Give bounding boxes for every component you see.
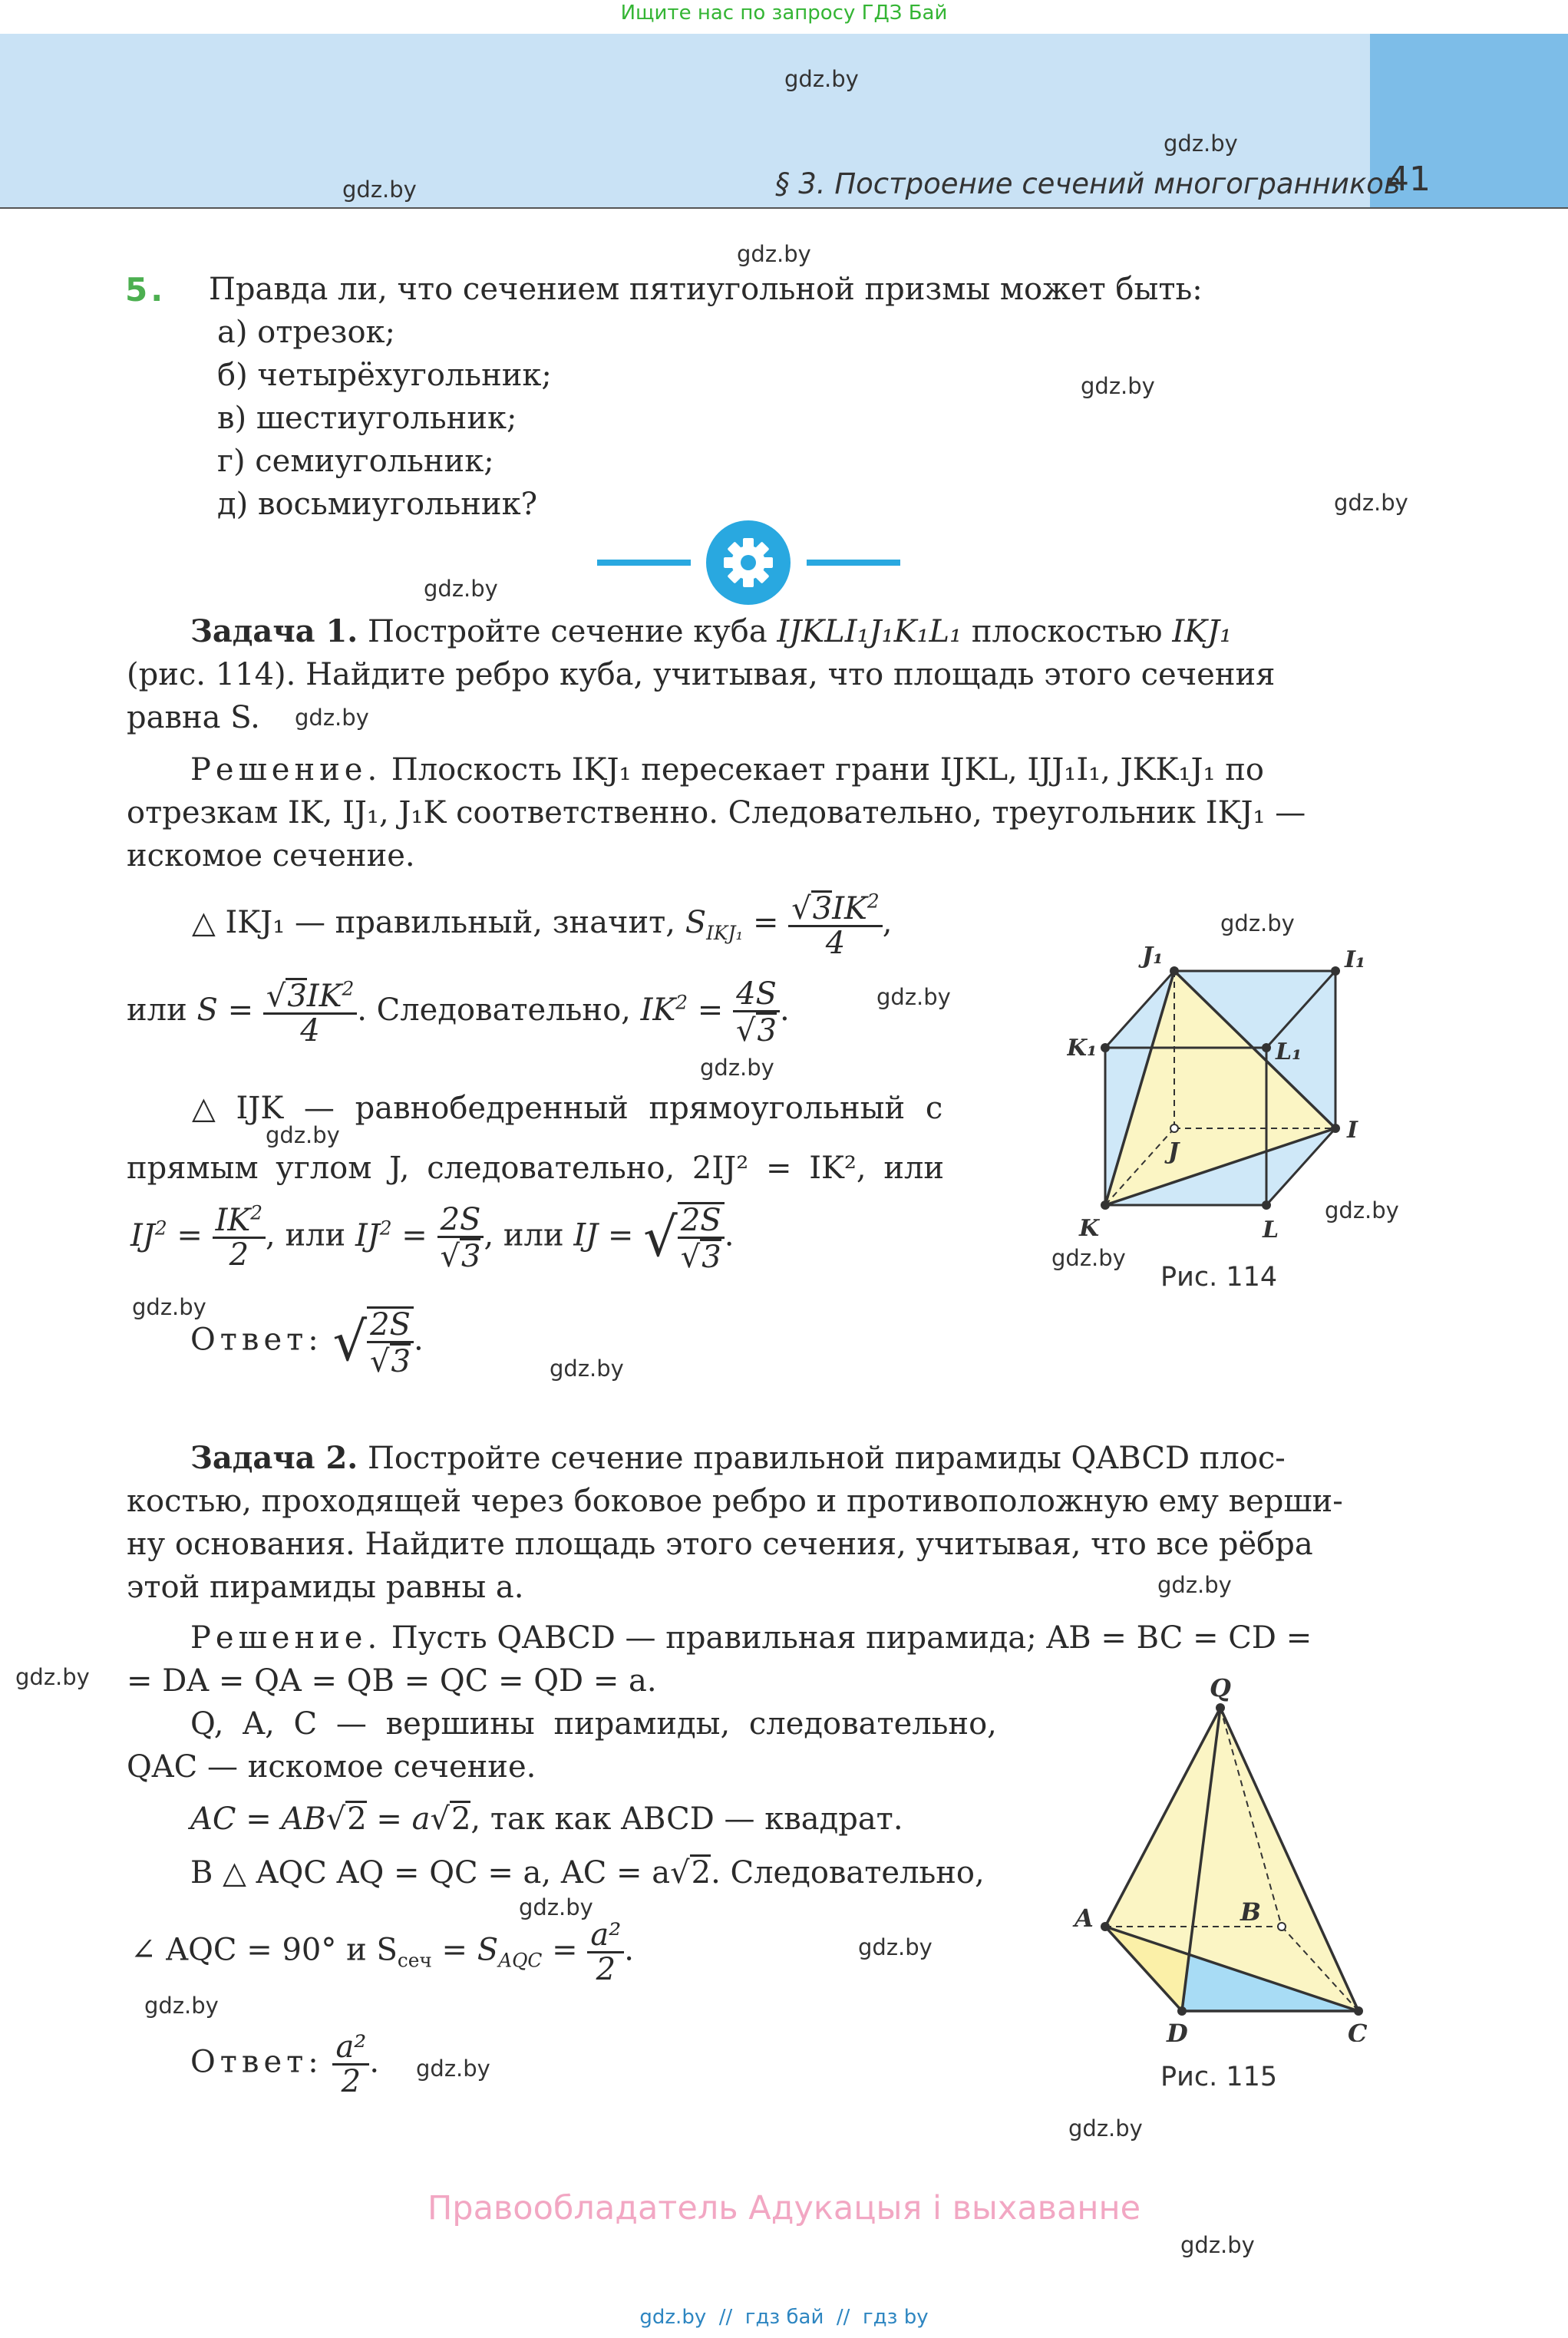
label-L: L [1263,1217,1279,1243]
watermark: gdz.by [424,576,498,602]
option-item: д) восьмиугольник? [217,487,538,522]
denominator: 2 [596,1952,616,1987]
watermark: gdz.by [15,1664,90,1690]
watermark: gdz.by [700,1055,774,1081]
angle-text: = S [441,1932,499,1968]
option-item: б) четырёхугольник; [217,358,552,393]
task2-label: Задача 2. [190,1440,358,1476]
solution-text: Плоскость IKJ₁ пересекает грани IJKL, IJJ₁I₁, JKK₁J₁ по [391,752,1264,788]
answer-label: Ответ: [190,1322,323,1358]
watermark: gdz.by [1157,1572,1232,1598]
watermark: gdz.by [144,1993,219,2019]
label-I: I [1347,1117,1358,1144]
answer1: Ответ: √ $\frac{2S}{√3}$ . [190,1307,424,1379]
label-J1: J₁ [1142,943,1164,969]
sqrt-value: 3 [701,1240,721,1275]
task2-line3: ну основания. Найдите площадь этого сечения, учитывая, что все рёбра [127,1527,1313,1562]
ac-text: , так как ABCD — квадрат. [470,1801,903,1837]
watermark: gdz.by [1334,490,1408,516]
label-K: K [1079,1215,1100,1242]
right-angle-line: прямым углом J, следовательно, 2IJ² = IK², или [127,1151,945,1186]
label-L1: L₁ [1276,1039,1302,1065]
label-D: D [1167,2019,1188,2042]
figure-115-pyramid [1067,1673,1389,2042]
sqrt-value: 3 [812,891,833,926]
sqrt-value: 3 [757,1013,777,1048]
figure-114-cube [1067,936,1428,1259]
section-title: § 3. Построение сечений многогранников [775,167,1401,200]
or-text: , или [266,1217,346,1253]
equation-row: △ IKJ₁ — правильный, значит, $S_{IKJ_1}$ = $\frac{√3IK^2}{4}$ , [192,890,893,961]
tri2-line: △ IJK — равнобедренный прямоугольный с [192,1091,943,1126]
aqc-text: В △ AQC AQ = QC = a, AC = a [190,1855,671,1891]
solution1-line3: искомое сечение. [127,838,415,873]
label-A: A [1074,1904,1094,1933]
watermark: gdz.by [1325,1197,1399,1223]
figure-114-caption: Рис. 114 [1160,1262,1278,1293]
task1-line3: равна S. [127,700,260,735]
solution2-line1 [190,1620,1312,1656]
solution1-line2: отрезкам IK, IJ₁, J₁K соответственно. Следовательно, треугольник IKJ₁ — [127,795,1306,831]
top-banner: Ищите нас по запросу ГДЗ Бай [620,2,948,25]
ac-equation: AC = AB√2 = a√2, так как ABCD — квадрат. [190,1801,903,1837]
watermark: gdz.by [550,1356,624,1382]
denominator: 4 [825,926,846,961]
ac-text: AC = AB [190,1801,326,1837]
task1-text: Постройте сечение куба [367,614,767,649]
label-C: C [1348,2019,1368,2042]
solution1-line1 [190,752,1264,788]
watermark: gdz.by [737,241,811,267]
gear-divider [597,520,900,605]
watermark: gdz.by [858,1934,933,1960]
numerator: 2S [678,1204,725,1239]
sqrt-value: 2 [691,1855,711,1891]
solution-label: Решение. [190,1620,382,1656]
numerator: a² [332,2031,369,2066]
answer-label: Ответ: [190,2044,323,2080]
numerator: 2S [437,1204,484,1238]
sqrt-value: 3 [391,1344,411,1379]
therefore-text: . Следовательно, [357,992,631,1028]
fraction [332,2031,369,2098]
label-B: B [1240,1897,1262,1927]
numerator: a² [587,1919,624,1953]
option-item: а) отрезок; [217,315,396,350]
solution2-line3: Q, A, C — вершины пирамиды, следовательно, [190,1706,997,1742]
ik: IK [832,891,867,926]
subscript: сеч [397,1949,432,1972]
watermark: gdz.by [1220,910,1295,936]
numerator: 2S [367,1309,414,1343]
task2-line2: костью, проходящей через боковое ребро и противоположную ему верши- [127,1484,1343,1519]
fraction: $\frac{2S}{√3}$ [367,1306,414,1378]
ac-text: = a [376,1801,431,1837]
label-J: J [1168,1138,1180,1165]
label-I1: I₁ [1345,946,1366,973]
footer-links[interactable]: gdz.by // гдз бай // гдз by [639,2306,929,2329]
watermark: gdz.by [1081,373,1155,399]
numerator: 4S [733,978,780,1012]
watermark: gdz.by [1164,130,1238,157]
task2-line1 [190,1440,1286,1476]
sqrt-value: 3 [287,979,307,1014]
watermark: gdz.by [266,1122,340,1148]
task1-line2: (рис. 114). Найдите ребро куба, учитывая, что площадь этого сечения [127,657,1276,692]
solution-text: Пусть QABCD — правильная пирамида; AB = BC = CD = [391,1620,1312,1656]
fraction: $\frac{2S}{√3}$ [678,1202,725,1273]
plane-name: IKJ₁ [1172,614,1233,649]
tri-text: △ IKJ₁ — правильный, значит, [192,905,675,940]
watermark: gdz.by [784,66,859,92]
watermark: gdz.by [876,984,951,1010]
denominator: 2 [341,2064,361,2099]
fraction: $\frac{4S}{√3}$ [733,978,780,1047]
or-text: или [127,992,187,1028]
watermark: gdz.by [519,1894,593,1920]
page-number: 41 [1388,160,1431,199]
denominator: 4 [300,1013,320,1048]
label-K1: K₁ [1067,1035,1098,1062]
option-item: в) шестиугольник; [217,401,517,436]
task1-label: Задача 1. [190,613,358,649]
fraction: $\frac{√3IK^2}{4}$ [788,890,882,959]
sqrt-value: 2 [347,1801,367,1837]
task2-text: Постройте сечение правильной пирамиды QABCD плос- [367,1441,1286,1476]
exercise-question: Правда ли, что сечением пятиугольной призмы может быть: [209,272,1203,307]
fraction: $\frac{2S}{√3}$ [437,1204,484,1273]
watermark: gdz.by [416,2056,490,2082]
aqc-text: . Следовательно, [711,1855,985,1891]
watermark: gdz.by [1068,2115,1143,2142]
answer2: Ответ: $\frac{\text{a²}}{2}$ . [190,2029,380,2099]
sqrt-value: 2 [451,1801,471,1837]
sqrt-value: 3 [461,1238,481,1274]
watermark: gdz.by [295,705,369,731]
or-text: , или [484,1217,564,1253]
fraction: $\frac{IK^2}{2}$ [213,1204,266,1271]
equation-row: или S = $\frac{√3IK^2}{4}$ . Следовательно, $IK^2$ = $\frac{4S}{√3}$ . [127,976,790,1048]
gear-icon [706,520,791,605]
cube-name: IJKLI₁J₁K₁L₁ [777,614,962,649]
watermark: gdz.by [342,177,417,203]
figure-115-caption: Рис. 115 [1160,2062,1278,2092]
aqc-equation: В △ AQC AQ = QC = a, AC = a√2. Следовательно, [190,1855,985,1891]
denominator: 2 [229,1237,249,1273]
ik: IK [215,1203,251,1238]
solution2-line2: = DA = QA = QB = QC = QD = a. [127,1663,657,1699]
watermark: gdz.by [1051,1245,1126,1271]
watermark: gdz.by [132,1294,206,1320]
fraction: $\frac{√3IK^2}{4}$ [263,978,357,1047]
subscript: IKJ₁ [706,922,744,944]
subscript: AQC [498,1949,543,1972]
option-item: г) семиугольник; [217,444,494,479]
label-Q: Q [1210,1673,1231,1702]
equation-row: $IJ^2$ = $\frac{IK^2}{2}$ , или $IJ^2$ = $\frac{2S}{√3}$ , или IJ = √ $\frac{2S}{√3}$ . [130,1201,734,1275]
fraction [587,1919,624,1986]
solution2-line4: QAC — искомое сечение. [127,1749,536,1785]
exercise-number: 5. [125,271,167,309]
task1-line1 [190,613,1233,649]
angle-text: ∠ AQC = 90° и S [130,1932,398,1968]
rights-holder: Правообладатель Адукацыя і выхаванне [427,2189,1141,2227]
task1-text: плоскостью [971,614,1163,649]
solution-label: Решение. [190,752,382,788]
task2-line4: этой пирамиды равны a. [127,1570,524,1605]
watermark: gdz.by [1180,2232,1255,2258]
ik: IK [306,979,342,1014]
angle-equation: ∠ AQC = 90° и $S_{сеч} = S_{AQC}$ = $\frac{\text{a²}}{2}$ . [130,1917,634,1987]
